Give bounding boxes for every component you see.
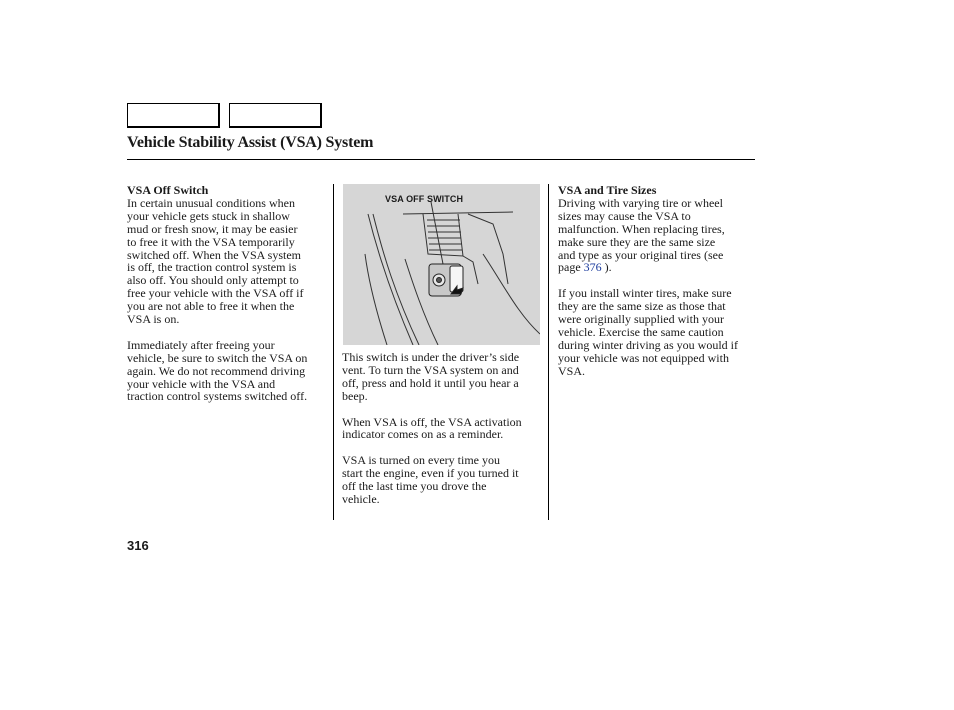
right-column (558, 184, 758, 378)
middle-para-3-line: VSA is turned on every time you (342, 453, 500, 468)
left-para-2-line: Immediately after freeing your (127, 337, 275, 352)
middle-para-2-line: indicator comes on as a reminder. (342, 427, 504, 442)
left-para-1-line: free your vehicle with the VSA off if (127, 286, 304, 301)
left-para-1-line: you are not able to free it when the (127, 299, 295, 314)
right-para-1-line: make sure they are the same size (558, 234, 716, 249)
middle-para-1-line: vent. To turn the VSA system on and (342, 362, 519, 377)
right-para-2-line: VSA. (558, 363, 586, 378)
middle-para-1-line: This switch is under the driver’s side (342, 350, 520, 364)
vsa-switch-figure (343, 184, 540, 345)
column-divider-2 (548, 184, 549, 520)
left-para-1-line: also off. You should only attempt to (127, 273, 299, 288)
right-para-2-line: they are the same size as those that (558, 299, 726, 314)
page-376-link[interactable]: 376 (583, 260, 602, 275)
right-para-2-line: If you install winter tires, make sure (558, 286, 732, 301)
left-column (127, 184, 332, 403)
left-para-1-line: mud or fresh snow, it may be easier (127, 221, 298, 236)
left-para-1-line: In certain unusual conditions when (127, 195, 295, 210)
left-para-2-line: traction control systems switched off. (127, 389, 308, 404)
right-para-2-line: vehicle. Exercise the same caution (558, 324, 724, 339)
page-number: 316 (127, 538, 149, 553)
middle-column-text (342, 351, 542, 506)
page-ref-prefix: page (558, 260, 584, 275)
middle-para-3-line: vehicle. (342, 491, 380, 506)
nav-button-2[interactable] (229, 103, 322, 128)
right-para-1-line: Driving with varying tire or wheel (558, 195, 723, 210)
right-para-2-line: were originally supplied with your (558, 312, 724, 327)
left-para-2-line: your vehicle with the VSA and (127, 376, 276, 391)
middle-para-3-line: off the last time you drove the (342, 479, 487, 494)
left-para-1-line: switched off. When the VSA system (127, 247, 301, 262)
left-para-1-line: to free it with the VSA temporarily (127, 234, 295, 249)
vsa-off-switch-heading: VSA Off Switch (127, 183, 209, 197)
page-title: Vehicle Stability Assist (VSA) System (127, 134, 374, 151)
left-para-1-line: is off, the traction control system is (127, 260, 297, 275)
middle-para-3-line: start the engine, even if you turned it (342, 466, 519, 481)
page-ref-suffix: ). (601, 260, 612, 275)
middle-para-2-line: When VSA is off, the VSA activation (342, 414, 522, 429)
right-para-1-line: sizes may cause the VSA to (558, 208, 691, 223)
title-rule (127, 159, 755, 160)
column-divider-1 (333, 184, 334, 520)
dashboard-illustration (343, 184, 540, 345)
left-para-2-line: again. We do not recommend driving (127, 363, 306, 378)
left-para-1-line: your vehicle gets stuck in shallow (127, 208, 290, 223)
middle-para-1-line: beep. (342, 388, 368, 403)
figure-caption: VSA OFF SWITCH (385, 194, 464, 204)
right-para-1-line: malfunction. When replacing tires, (558, 221, 725, 236)
nav-button-1[interactable] (127, 103, 220, 128)
right-para-1-line: and type as your original tires (see (558, 247, 724, 262)
right-para-2-line: your vehicle was not equipped with (558, 350, 729, 365)
right-para-1-last-line (558, 261, 758, 274)
right-para-2-line: during winter driving as you would if (558, 337, 738, 352)
middle-para-1-line: off, press and hold it until you hear a (342, 375, 519, 390)
left-para-2-line: vehicle, be sure to switch the VSA on (127, 350, 308, 365)
vsa-tire-sizes-heading: VSA and Tire Sizes (558, 183, 657, 197)
left-para-1-line: VSA is on. (127, 312, 180, 327)
